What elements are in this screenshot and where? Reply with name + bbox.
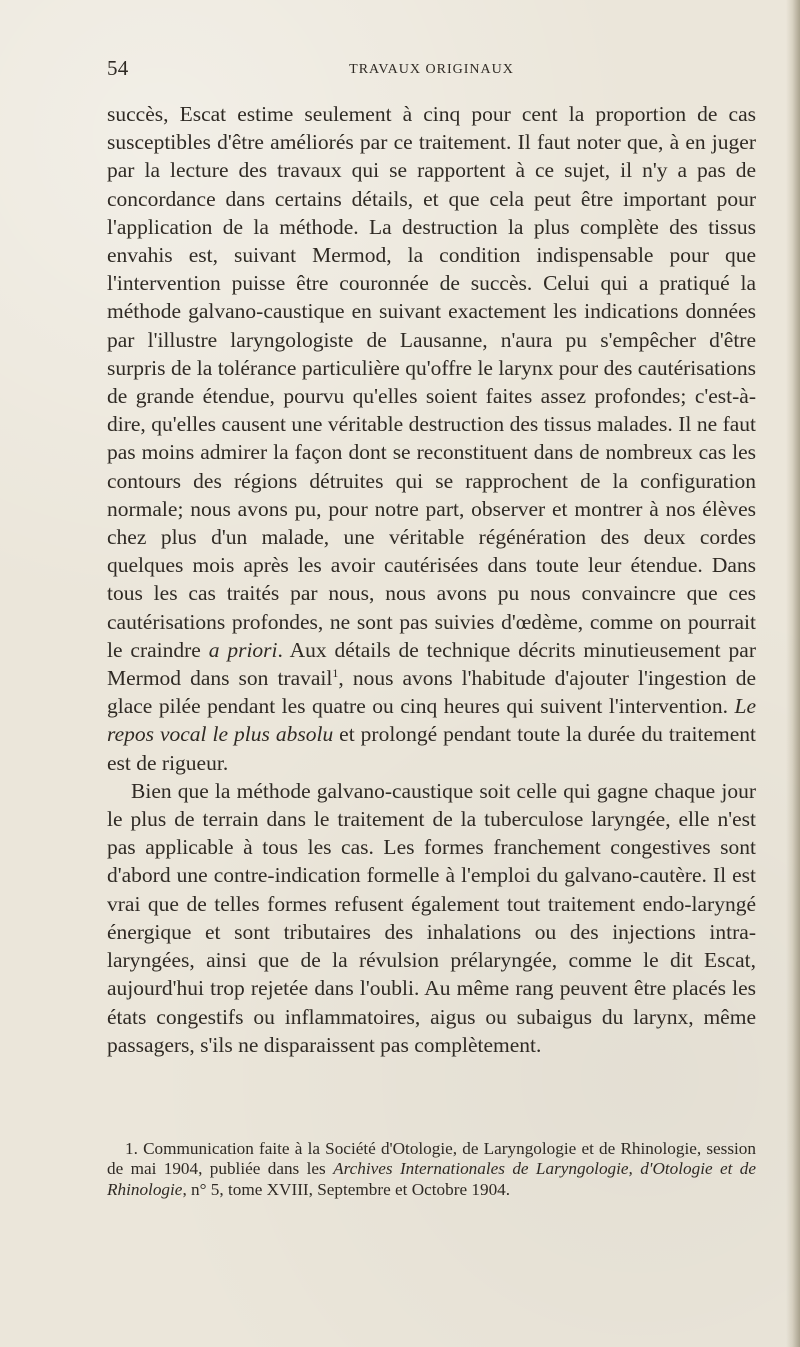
paragraph-1 [107,100,756,777]
paragraph-1-italic-repos-vocal: Le repos vocal le plus absolu [107,694,756,747]
footnote-italic-journal: Archives Internationales de Laryngologie, d'Otologie et de Rhinologie [107,1159,756,1199]
main-text [107,100,756,1059]
page-number: 54 [107,56,129,80]
footnote-reference: 1 [332,665,339,680]
running-head: TRAVAUX ORIGINAUX [349,62,514,77]
page-header [107,56,756,86]
paragraph-1-italic-a-priori: a priori [208,637,278,662]
paragraph-1-text-1: succès, Escat estime seulement à cinq pour cent la proportion de cas susceptibles d'être améliorés par ce traitement. Il faut noter que, à en juger par la lecture des travaux qui se rapportent à ce sujet, il n'y a pas de concordance dans certains détails, et que cela peut être important pour l'application de la méthode. La destruction la plus complète des tissus envahis est, suivant Mermod, la condition indispensable pour que l'intervention puisse être couronnée de succès. Celui qui a pratiqué la méthode galvano-caustique en suivant exactement les indications données par l'illustre laryngologiste de Lausanne, n'aura pu s'empêcher d'être surpris de la tolérance particulière qu'offre le larynx pour des cautérisations de grande étendue, pourvu qu'elles soient faites assez profondes; c'est-à-dire, qu'elles causent une véritable destruction des tissus malades. Il ne faut pas moins admirer la façon dont se reconstituent dans de nombreux cas les contours des régions détruites qui se rapprochent de la configuration normale; nous avons pu, pour notre part, observer et montrer à nos élèves chez plus d'un malade, une véritable régénération des deux cordes quelques mois après les avoir cautérisées dans toute leur étendue. Dans tous les cas traités par nous, nous avons pu nous convaincre que ces cautérisations profondes, ne sont pas suivies d'œdème, comme on pourrait le craindre [107,102,756,662]
footnote [107,1139,756,1200]
footnote-number: 1. [125,1139,138,1158]
page-edge-shadow [786,0,800,1347]
paragraph-1-text-2: . Aux détails de technique décrits minutieusement par Mermod dans son travail [107,637,756,691]
paragraph-1-text-3: , nous avons l'habitude d'ajouter l'ingestion de glace pilée pendant les quatre ou cinq heures qui suivent l'intervention. [107,666,756,719]
footnote-text-2: , n° 5, tome XVIII, Septembre et Octobre 1904. [182,1179,511,1199]
paragraph-2: Bien que la méthode galvano-caustique soit celle qui gagne chaque jour le plus de terrain dans le traitement de la tuberculose laryngée, elle n'est pas applicable à tous les cas. Les formes franchement congestives sont d'abord une contre-indication formelle à l'emploi du galvano-cautère. Il est vrai que de telles formes refusent également tout traitement endo-laryngé énergique et sont tributaires des inhalations ou des injections intra-laryngées, ainsi que de la révulsion prélaryngée, comme le dit Escat, aujourd'hui trop rejetée dans l'oubli. Au même rang peuvent être placés les états congestifs ou inflammatoires, aigus ou subaigus du larynx, même passagers, s'ils ne disparaissent pas complètement. [107,778,756,1057]
footnote-text-1: Communication faite à la Société d'Otologie, de Laryngologie et de Rhinologie, session de mai 1904, publiée dans les [107,1139,756,1179]
paragraph-1-text-4: et prolongé pendant toute la durée du traitement est de rigueur. [107,722,756,775]
footnote-text [107,1139,756,1200]
